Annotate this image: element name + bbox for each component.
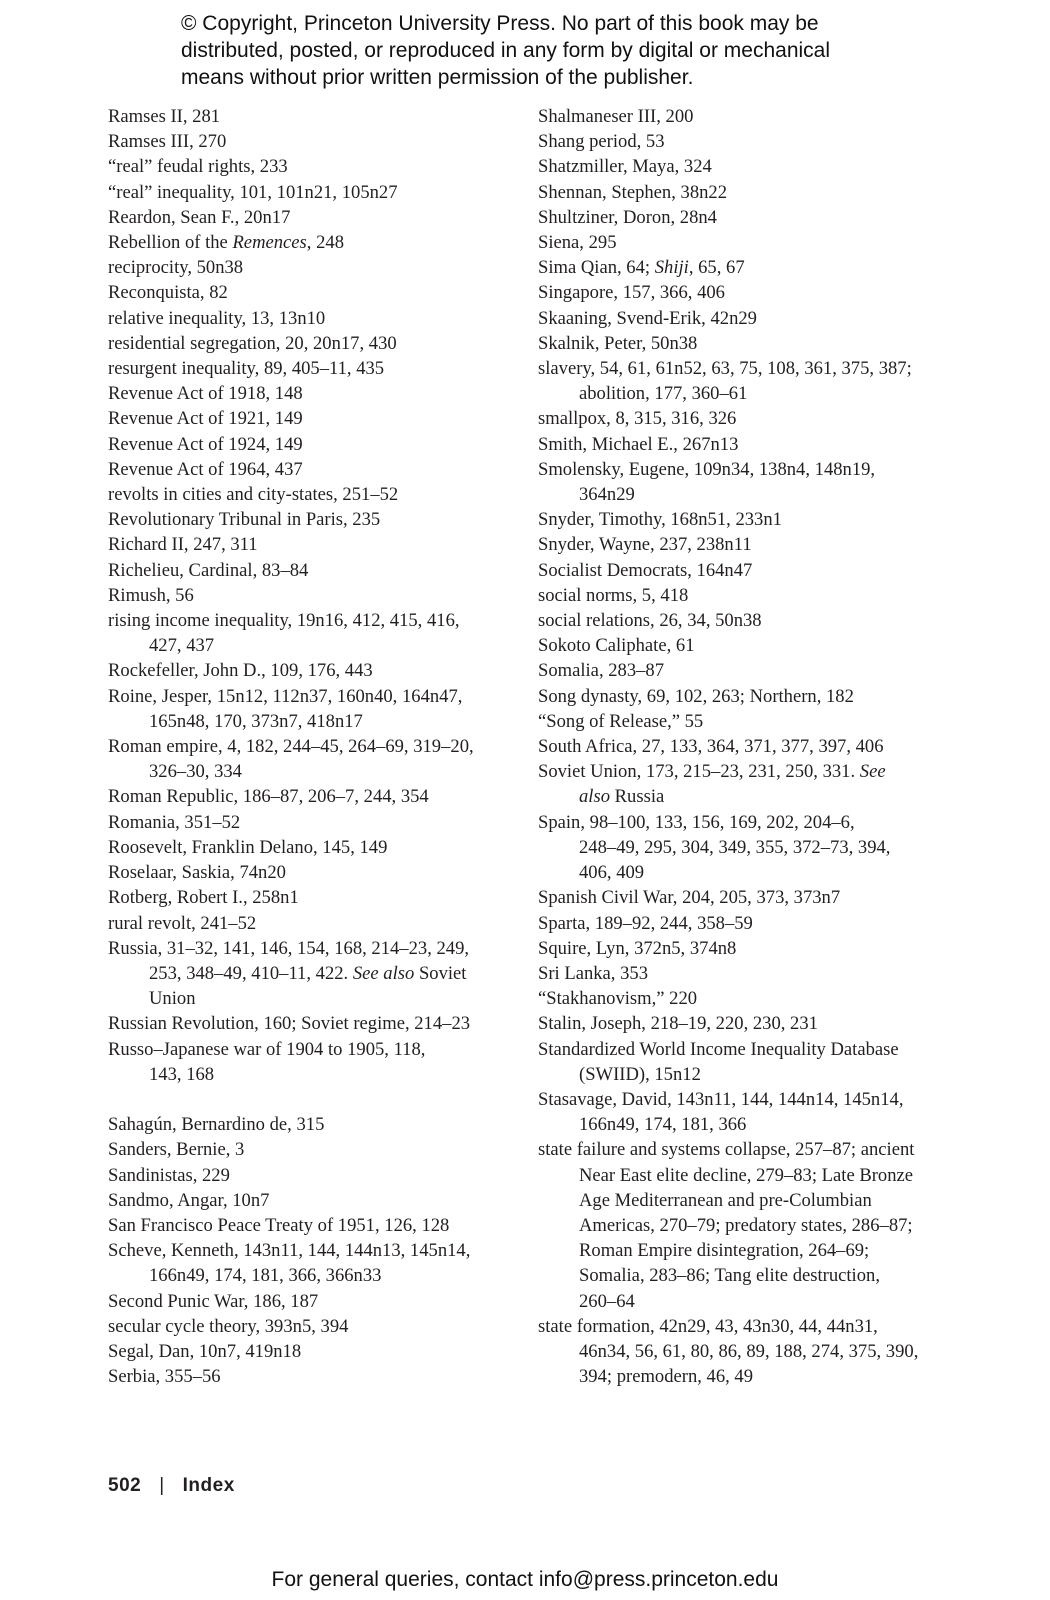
index-entry: revolts in cities and city-states, 251–52: [108, 484, 399, 506]
index-entry: Shennan, Stephen, 38n22: [538, 181, 728, 203]
letter-group-gap: [108, 1087, 508, 1112]
index-entry: social norms, 5, 418: [538, 584, 689, 606]
index-entry: Segal, Dan, 10n7, 419n18: [108, 1340, 302, 1362]
index-entry: Reardon, Sean F., 20n17: [108, 206, 291, 228]
index-entry: Soviet Union, 173, 215–23, 231, 250, 331. See: [538, 761, 886, 783]
index-entry: Shatzmiller, Maya, 324: [538, 156, 712, 178]
copyright-line: distributed, posted, or reproduced in any form by digital or mechanical: [181, 39, 831, 62]
index-entry-continuation: Roman Empire disintegration, 264–69;: [579, 1240, 870, 1262]
index-entry-continuation: 166n49, 174, 181, 366: [579, 1114, 747, 1136]
index-entry-continuation: 165n48, 170, 373n7, 418n17: [149, 710, 363, 732]
index-entry: Russo–Japanese war of 1904 to 1905, 118,: [108, 1038, 426, 1060]
index-entry: Song dynasty, 69, 102, 263; Northern, 182: [538, 685, 854, 707]
copyright-line: means without prior written permission of the publisher.: [181, 66, 694, 89]
index-entry: Squire, Lyn, 372n5, 374n8: [538, 937, 737, 959]
contact-line: For general queries, contact info@press.princeton.edu: [271, 1568, 779, 1591]
index-entry: Sri Lanka, 353: [538, 962, 648, 984]
index-entry: Second Punic War, 186, 187: [108, 1290, 319, 1312]
index-entry: state failure and systems collapse, 257–87; ancient: [538, 1139, 915, 1161]
index-entry: Revenue Act of 1924, 149: [108, 433, 303, 455]
index-entry: “real” feudal rights, 233: [108, 156, 288, 178]
index-entry: “Song of Release,” 55: [538, 710, 704, 732]
index-entry: Roman Republic, 186–87, 206–7, 244, 354: [108, 786, 429, 808]
section-title: Index: [182, 1475, 235, 1496]
index-entry-continuation: 394; premodern, 46, 49: [579, 1366, 754, 1388]
index-entry-continuation: Somalia, 283–86; Tang elite destruction,: [579, 1265, 880, 1287]
index-entry: smallpox, 8, 315, 316, 326: [538, 408, 737, 430]
page-number: 502: [108, 1475, 142, 1496]
index-entry: Sandinistas, 229: [108, 1164, 230, 1186]
index-column-right: [538, 104, 938, 1389]
index-entry: Rebellion of the Remences, 248: [108, 232, 344, 254]
index-entry: Roselaar, Saskia, 74n20: [108, 862, 286, 884]
index-entry: Scheve, Kenneth, 143n11, 144, 144n13, 145n14,: [108, 1240, 471, 1262]
index-entry: Ramses III, 270: [108, 131, 227, 153]
index-entry-continuation: 364n29: [579, 484, 635, 506]
index-entry: Sokoto Caliphate, 61: [538, 635, 695, 657]
index-entry: Reconquista, 82: [108, 282, 228, 304]
index-entry: Standardized World Income Inequality Database: [538, 1038, 899, 1060]
index-entry: Sandmo, Angar, 10n7: [108, 1189, 270, 1211]
index-entry: Singapore, 157, 366, 406: [538, 282, 725, 304]
index-entry-continuation: 427, 437: [149, 635, 215, 657]
index-entry: Russian Revolution, 160; Soviet regime, 214–23: [108, 1013, 471, 1035]
index-entry: Smolensky, Eugene, 109n34, 138n4, 148n19,: [538, 458, 876, 480]
index-entry: Revenue Act of 1921, 149: [108, 408, 303, 430]
page-footer: [108, 1475, 235, 1497]
footer-separator: |: [159, 1475, 165, 1496]
index-entry: rising income inequality, 19n16, 412, 415, 416,: [108, 610, 460, 632]
index-entry-continuation: 46n34, 56, 61, 80, 86, 89, 188, 274, 375, 390,: [579, 1340, 919, 1362]
index-entry: Rimush, 56: [108, 584, 194, 606]
index-entry: state formation, 42n29, 43, 43n30, 44, 44n31,: [538, 1315, 878, 1337]
index-entry: Smith, Michael E., 267n13: [538, 433, 739, 455]
index-entry-continuation: 326–30, 334: [149, 761, 242, 783]
index-entry: Sahagún, Bernardino de, 315: [108, 1114, 325, 1136]
index-entry: resurgent inequality, 89, 405–11, 435: [108, 358, 385, 380]
index-column-left: [108, 104, 508, 1389]
index-entry: Snyder, Wayne, 237, 238n11: [538, 534, 752, 556]
index-entry: Roman empire, 4, 182, 244–45, 264–69, 319–20,: [108, 736, 474, 758]
index-entry-continuation: Union: [149, 988, 196, 1010]
index-entry: San Francisco Peace Treaty of 1951, 126, 128: [108, 1214, 450, 1236]
index-entry-continuation: Near East elite decline, 279–83; Late Bronze: [579, 1164, 914, 1186]
index-entry: Stalin, Joseph, 218–19, 220, 230, 231: [538, 1013, 818, 1035]
index-entry: Revenue Act of 1918, 148: [108, 383, 303, 405]
index-entry: rural revolt, 241–52: [108, 912, 257, 934]
index-entry: Rotberg, Robert I., 258n1: [108, 887, 299, 909]
index-entry: Somalia, 283–87: [538, 660, 665, 682]
index-entry-continuation: 406, 409: [579, 862, 645, 884]
index-entry: Spain, 98–100, 133, 156, 169, 202, 204–6,: [538, 811, 855, 833]
index-entry: Revenue Act of 1964, 437: [108, 458, 303, 480]
index-entry: Sparta, 189–92, 244, 358–59: [538, 912, 753, 934]
index-entry: Spanish Civil War, 204, 205, 373, 373n7: [538, 887, 841, 909]
index-entry-continuation: 143, 168: [149, 1063, 215, 1085]
index-entry: Shang period, 53: [538, 131, 665, 153]
copyright-line: © Copyright, Princeton University Press. No part of this book may be: [181, 12, 819, 35]
index-entry-continuation: 260–64: [579, 1290, 635, 1312]
index-entry: relative inequality, 13, 13n10: [108, 307, 326, 329]
index-entry: reciprocity, 50n38: [108, 257, 244, 279]
index-entry: Skalnik, Peter, 50n38: [538, 332, 698, 354]
index-entry: Richard II, 247, 311: [108, 534, 258, 556]
index-entry: Ramses II, 281: [108, 106, 221, 127]
index-entry: Serbia, 355–56: [108, 1366, 221, 1388]
index-entry: Sima Qian, 64; Shiji, 65, 67: [538, 257, 745, 279]
index-entry: Skaaning, Svend-Erik, 42n29: [538, 307, 757, 329]
index-entry: Romania, 351–52: [108, 811, 241, 833]
index-entry-continuation: 253, 348–49, 410–11, 422. See also Soviet: [149, 962, 467, 984]
index-entry: secular cycle theory, 393n5, 394: [108, 1315, 349, 1337]
index-entry: Socialist Democrats, 164n47: [538, 559, 753, 581]
index-entry: Stasavage, David, 143n11, 144, 144n14, 145n14,: [538, 1088, 904, 1110]
index-entry: “Stakhanovism,” 220: [538, 988, 698, 1010]
index-entry: Richelieu, Cardinal, 83–84: [108, 559, 309, 581]
index-entry-continuation: (SWIID), 15n12: [579, 1063, 701, 1085]
index-entry: Russia, 31–32, 141, 146, 154, 168, 214–23, 249,: [108, 937, 470, 959]
index-entry-continuation: Americas, 270–79; predatory states, 286–87;: [579, 1214, 913, 1236]
index-entry: Roine, Jesper, 15n12, 112n37, 160n40, 164n47,: [108, 685, 463, 707]
index-entry-continuation: abolition, 177, 360–61: [579, 383, 748, 405]
index-entry: slavery, 54, 61, 61n52, 63, 75, 108, 361, 375, 387;: [538, 358, 912, 380]
index-entry: “real” inequality, 101, 101n21, 105n27: [108, 181, 398, 203]
index-entry: Roosevelt, Franklin Delano, 145, 149: [108, 836, 388, 858]
index-entry: Sanders, Bernie, 3: [108, 1139, 245, 1161]
index-entry: social relations, 26, 34, 50n38: [538, 610, 762, 632]
index-entry: Revolutionary Tribunal in Paris, 235: [108, 509, 381, 531]
index-entry: South Africa, 27, 133, 364, 371, 377, 397, 406: [538, 736, 884, 758]
index-entry: Rockefeller, John D., 109, 176, 443: [108, 660, 373, 682]
index-entry: Siena, 295: [538, 232, 617, 254]
copyright-notice: [181, 10, 941, 91]
index-entry: Shultziner, Doron, 28n4: [538, 206, 717, 228]
index-entry-continuation: Age Mediterranean and pre-Columbian: [579, 1189, 872, 1211]
index-entry-continuation: 248–49, 295, 304, 349, 355, 372–73, 394,: [579, 836, 891, 858]
index-entry: residential segregation, 20, 20n17, 430: [108, 332, 397, 354]
index-entry-continuation: also Russia: [579, 786, 665, 808]
index-entry: Snyder, Timothy, 168n51, 233n1: [538, 509, 782, 531]
index-entry-continuation: 166n49, 174, 181, 366, 366n33: [149, 1265, 382, 1287]
index-entry: Shalmaneser III, 200: [538, 106, 694, 127]
